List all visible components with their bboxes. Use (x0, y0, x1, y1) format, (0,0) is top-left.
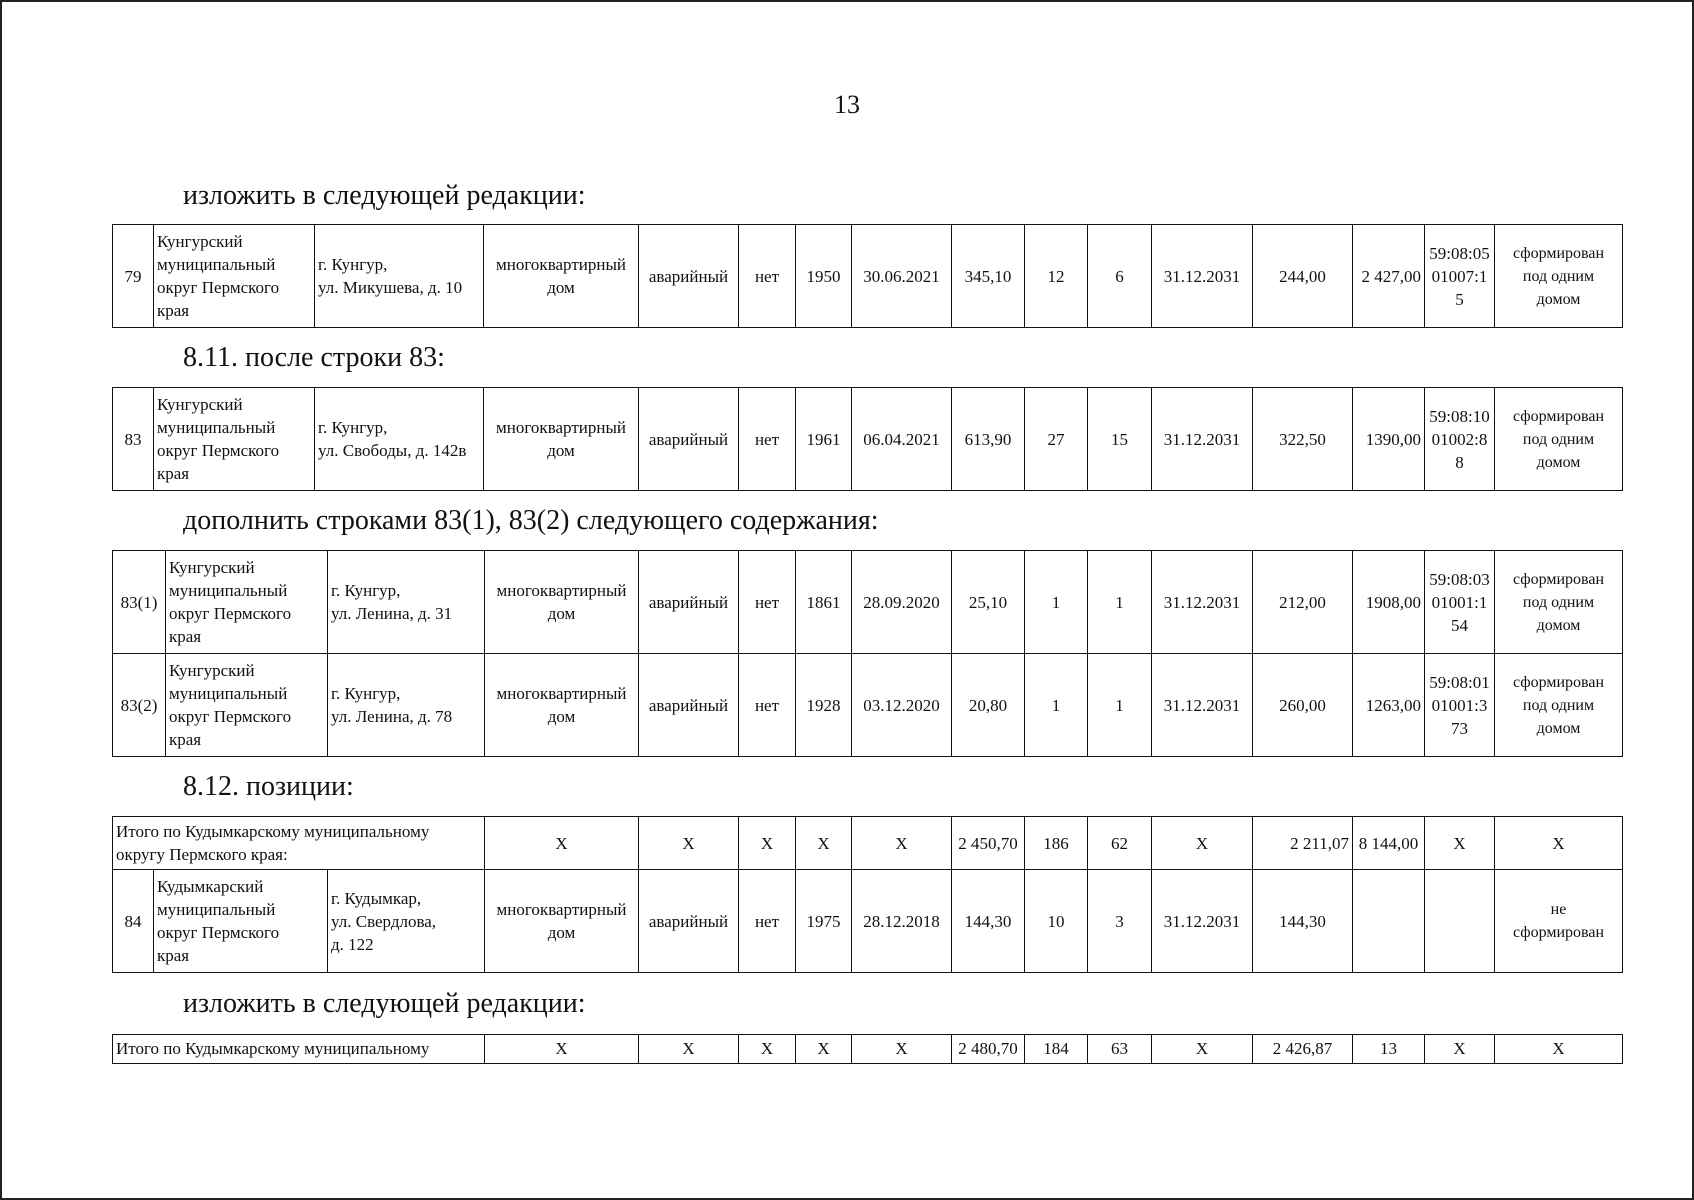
area-cell: 2 480,70 (952, 1035, 1025, 1064)
area2-cell: 212,00 (1253, 551, 1353, 654)
table-row-79 (112, 224, 1623, 328)
count1-cell: 1 (1025, 654, 1088, 757)
formed-cell: сформирован под одним домом (1495, 388, 1623, 491)
plan-date-cell: 31.12.2031 (1152, 870, 1253, 973)
cadastral-cell: 59:08:05 01007:1 5 (1425, 225, 1495, 328)
heading-restate-2: изложить в следующей редакции: (183, 988, 586, 1019)
plan-date-cell: 31.12.2031 (1152, 551, 1253, 654)
date-cell: 06.04.2021 (852, 388, 952, 491)
count1-cell: 1 (1025, 551, 1088, 654)
x-cell: Х (1425, 817, 1495, 870)
x-cell: Х (639, 817, 739, 870)
table-row-83 (112, 387, 1623, 491)
count1-cell: 12 (1025, 225, 1088, 328)
count2-cell: 63 (1088, 1035, 1152, 1064)
address-cell: г. Кудымкар, ул. Свердлова, д. 122 (328, 870, 485, 973)
status-cell: аварийный (639, 654, 739, 757)
status-cell: аварийный (639, 551, 739, 654)
land-area-cell: 1908,00 (1353, 551, 1425, 654)
table-total-and-row-84 (112, 816, 1623, 973)
table-row (113, 388, 1623, 491)
x-cell: Х (1152, 1035, 1253, 1064)
count1-cell: 10 (1025, 870, 1088, 973)
row-number: 83(2) (113, 654, 166, 757)
x-cell: Х (485, 1035, 639, 1064)
table-rows-83-1-83-2 (112, 550, 1623, 757)
x-cell: Х (485, 817, 639, 870)
table-total-new (112, 1034, 1623, 1064)
address-cell: г. Кунгур, ул. Ленина, д. 31 (328, 551, 485, 654)
year-cell: 1861 (796, 551, 852, 654)
land-area-cell: 2 427,00 (1353, 225, 1425, 328)
row-number: 84 (113, 870, 154, 973)
municipality-cell: Кунгурский муниципальный округ Пермского края (166, 654, 328, 757)
address-cell: г. Кунгур, ул. Микушева, д. 10 (315, 225, 484, 328)
date-cell: 28.09.2020 (852, 551, 952, 654)
formed-cell: не сформирован (1495, 870, 1623, 973)
land-area-cell: 13 (1353, 1035, 1425, 1064)
x-cell: Х (1425, 1035, 1495, 1064)
status-cell: аварийный (639, 388, 739, 491)
status-cell: аварийный (639, 870, 739, 973)
year-cell: 1950 (796, 225, 852, 328)
house-type-cell: многоквартирный дом (485, 654, 639, 757)
area2-cell: 244,00 (1253, 225, 1353, 328)
area2-cell: 144,30 (1253, 870, 1353, 973)
row-number: 83(1) (113, 551, 166, 654)
date-cell: 03.12.2020 (852, 654, 952, 757)
count2-cell: 1 (1088, 551, 1152, 654)
area-cell: 20,80 (952, 654, 1025, 757)
municipality-cell: Кунгурский муниципальный округ Пермского края (154, 225, 315, 328)
page-frame-left (0, 0, 2, 1200)
cadastral-cell (1425, 870, 1495, 973)
heading-after-row-83: 8.11. после строки 83: (183, 342, 445, 373)
table-row (113, 225, 1623, 328)
flag-cell: нет (739, 870, 796, 973)
cadastral-cell: 59:08:10 01002:8 8 (1425, 388, 1495, 491)
x-cell: Х (796, 817, 852, 870)
row-number: 79 (113, 225, 154, 328)
page-number: 13 (834, 90, 860, 119)
flag-cell: нет (739, 388, 796, 491)
count1-cell: 186 (1025, 817, 1088, 870)
table-row-total (113, 817, 1623, 870)
table-row (113, 870, 1623, 973)
status-cell: аварийный (639, 225, 739, 328)
area2-cell: 260,00 (1253, 654, 1353, 757)
year-cell: 1928 (796, 654, 852, 757)
date-cell: 30.06.2021 (852, 225, 952, 328)
municipality-cell: Кунгурский муниципальный округ Пермского края (154, 388, 315, 491)
area-cell: 144,30 (952, 870, 1025, 973)
heading-add-rows: дополнить строками 83(1), 83(2) следующего содержания: (183, 505, 879, 536)
count2-cell: 62 (1088, 817, 1152, 870)
date-cell: 28.12.2018 (852, 870, 952, 973)
count2-cell: 15 (1088, 388, 1152, 491)
plan-date-cell: 31.12.2031 (1152, 225, 1253, 328)
land-area-cell: 1263,00 (1353, 654, 1425, 757)
x-cell: Х (1495, 1035, 1623, 1064)
area-cell: 2 450,70 (952, 817, 1025, 870)
table-row-total (113, 1035, 1623, 1064)
x-cell: Х (739, 817, 796, 870)
municipality-cell: Кунгурский муниципальный округ Пермского края (166, 551, 328, 654)
year-cell: 1961 (796, 388, 852, 491)
land-area-cell (1353, 870, 1425, 973)
formed-cell: сформирован под одним домом (1495, 225, 1623, 328)
cadastral-cell: 59:08:03 01001:1 54 (1425, 551, 1495, 654)
total-label-cell: Итого по Кудымкарскому муниципальному округу Пермского края: (113, 817, 485, 870)
land-area-cell: 8 144,00 (1353, 817, 1425, 870)
x-cell: Х (1495, 817, 1623, 870)
year-cell: 1975 (796, 870, 852, 973)
area2-cell: 2 426,87 (1253, 1035, 1353, 1064)
area2-cell: 322,50 (1253, 388, 1353, 491)
flag-cell: нет (739, 551, 796, 654)
count2-cell: 1 (1088, 654, 1152, 757)
x-cell: Х (639, 1035, 739, 1064)
formed-cell: сформирован под одним домом (1495, 551, 1623, 654)
count2-cell: 6 (1088, 225, 1152, 328)
heading-positions: 8.12. позиции: (183, 771, 354, 802)
formed-cell: сформирован под одним домом (1495, 654, 1623, 757)
flag-cell: нет (739, 654, 796, 757)
table-row (113, 551, 1623, 654)
count2-cell: 3 (1088, 870, 1152, 973)
plan-date-cell: 31.12.2031 (1152, 654, 1253, 757)
area-cell: 345,10 (952, 225, 1025, 328)
area-cell: 25,10 (952, 551, 1025, 654)
row-number: 83 (113, 388, 154, 491)
count1-cell: 184 (1025, 1035, 1088, 1064)
x-cell: Х (1152, 817, 1253, 870)
count1-cell: 27 (1025, 388, 1088, 491)
house-type-cell: многоквартирный дом (484, 388, 639, 491)
table-row (113, 654, 1623, 757)
area-cell: 613,90 (952, 388, 1025, 491)
x-cell: Х (796, 1035, 852, 1064)
heading-restate: изложить в следующей редакции: (183, 180, 586, 211)
address-cell: г. Кунгур, ул. Ленина, д. 78 (328, 654, 485, 757)
municipality-cell: Кудымкарский муниципальный округ Пермского края (154, 870, 328, 973)
house-type-cell: многоквартирный дом (485, 551, 639, 654)
area2-cell: 2 211,07 (1253, 817, 1353, 870)
x-cell: Х (739, 1035, 796, 1064)
address-cell: г. Кунгур, ул. Свободы, д. 142в (315, 388, 484, 491)
x-cell: Х (852, 1035, 952, 1064)
flag-cell: нет (739, 225, 796, 328)
page-frame-top (0, 0, 1694, 2)
house-type-cell: многоквартирный дом (485, 870, 639, 973)
cadastral-cell: 59:08:01 01001:3 73 (1425, 654, 1495, 757)
plan-date-cell: 31.12.2031 (1152, 388, 1253, 491)
x-cell: Х (852, 817, 952, 870)
total-label-cell: Итого по Кудымкарскому муниципальному (113, 1035, 485, 1064)
land-area-cell: 1390,00 (1353, 388, 1425, 491)
house-type-cell: многоквартирный дом (484, 225, 639, 328)
